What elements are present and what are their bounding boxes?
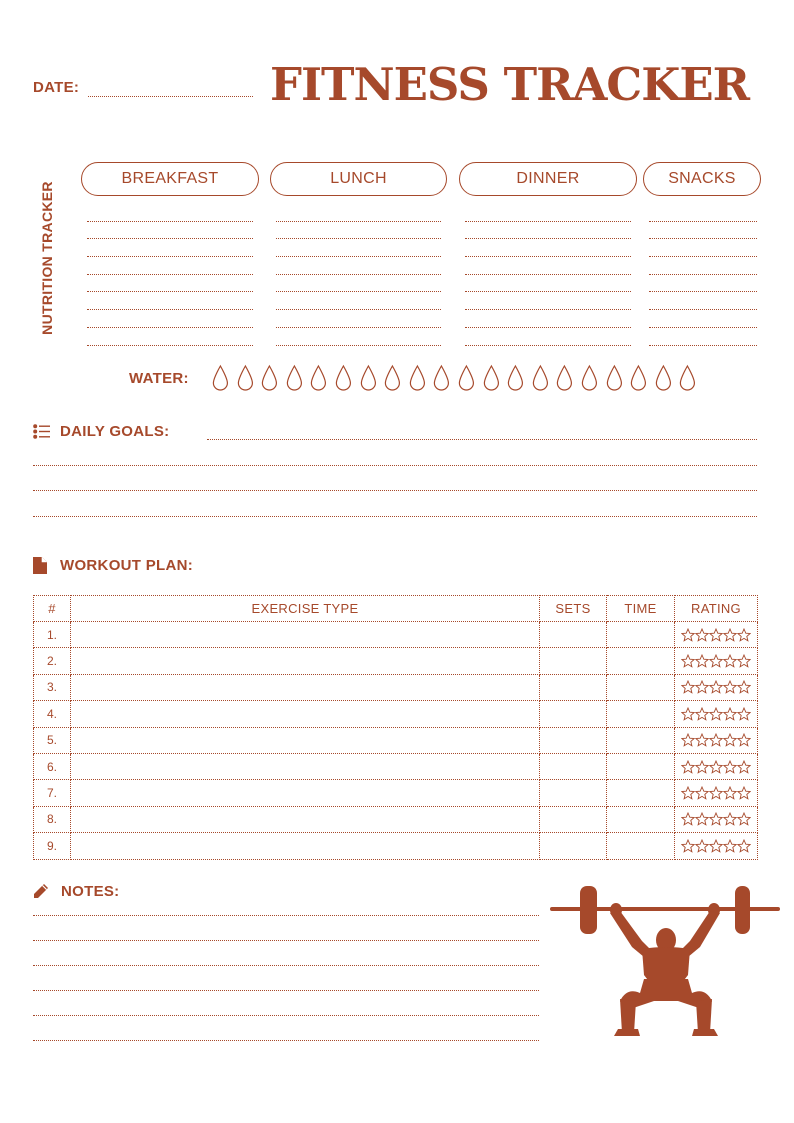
time-cell[interactable] (607, 806, 675, 832)
star-outline-icon[interactable] (723, 812, 737, 826)
exercise-type-cell[interactable] (71, 648, 540, 674)
workout-header-row (34, 596, 758, 622)
star-outline-icon[interactable] (723, 733, 737, 747)
meal-entry-line[interactable] (276, 257, 441, 275)
workout-row (34, 727, 758, 753)
time-cell[interactable] (607, 648, 675, 674)
star-outline-icon[interactable] (737, 733, 751, 747)
time-cell[interactable] (607, 622, 675, 648)
time-cell[interactable] (607, 674, 675, 700)
lunch-lines[interactable] (276, 204, 441, 346)
meal-entry-line[interactable] (465, 292, 631, 310)
star-outline-icon[interactable] (709, 733, 723, 747)
star-outline-icon[interactable] (737, 628, 751, 642)
exercise-type-cell[interactable] (71, 753, 540, 779)
rating-cell (675, 833, 758, 859)
star-outline-icon[interactable] (723, 786, 737, 800)
col-number-header: # (34, 596, 71, 622)
sets-cell[interactable] (540, 806, 607, 832)
row-number: 1. (34, 622, 71, 648)
workout-row (34, 806, 758, 832)
meal-entry-line[interactable] (465, 257, 631, 275)
water-drop-icon[interactable] (628, 364, 649, 392)
notes-line[interactable] (33, 990, 539, 991)
meal-entry-line[interactable] (87, 310, 253, 328)
star-outline-icon[interactable] (709, 786, 723, 800)
meal-entry-line[interactable] (87, 328, 253, 346)
exercise-type-cell[interactable] (71, 674, 540, 700)
star-outline-icon[interactable] (723, 628, 737, 642)
time-cell[interactable] (607, 727, 675, 753)
meal-dinner-header: DINNER (459, 162, 637, 196)
star-outline-icon[interactable] (709, 628, 723, 642)
star-outline-icon[interactable] (681, 760, 695, 774)
meal-entry-line[interactable] (649, 328, 757, 346)
star-outline-icon[interactable] (695, 733, 709, 747)
meal-snacks-header: SNACKS (643, 162, 761, 196)
meal-entry-line[interactable] (649, 257, 757, 275)
nutrition-tracker-label: NUTRITION TRACKER (39, 181, 55, 335)
star-outline-icon[interactable] (723, 680, 737, 694)
star-outline-icon[interactable] (709, 760, 723, 774)
meal-entry-line[interactable] (87, 239, 253, 257)
workout-row (34, 648, 758, 674)
rating-cell (675, 780, 758, 806)
daily-goals-line[interactable] (33, 465, 757, 466)
star-outline-icon[interactable] (695, 839, 709, 853)
water-drop-icon[interactable] (554, 364, 575, 392)
meal-entry-line[interactable] (649, 292, 757, 310)
water-drop-icon[interactable] (333, 364, 354, 392)
notes-label: NOTES: (61, 883, 120, 900)
rating-cell (675, 701, 758, 727)
meal-entry-line[interactable] (276, 204, 441, 222)
star-outline-icon[interactable] (737, 786, 751, 800)
meal-entry-line[interactable] (276, 310, 441, 328)
water-drop-icon[interactable] (481, 364, 502, 392)
sets-cell[interactable] (540, 780, 607, 806)
rating-cell (675, 806, 758, 832)
sets-cell[interactable] (540, 648, 607, 674)
star-outline-icon[interactable] (737, 760, 751, 774)
water-drop-icon[interactable] (382, 364, 403, 392)
meal-entry-line[interactable] (465, 204, 631, 222)
notes-line[interactable] (33, 965, 539, 966)
meal-entry-line[interactable] (87, 275, 253, 293)
star-outline-icon[interactable] (709, 654, 723, 668)
water-drop-icon[interactable] (604, 364, 625, 392)
water-drop-icon[interactable] (308, 364, 329, 392)
water-drop-icon[interactable] (579, 364, 600, 392)
document-icon (33, 557, 47, 579)
exercise-type-cell[interactable] (71, 622, 540, 648)
sets-cell[interactable] (540, 833, 607, 859)
row-number: 6. (34, 753, 71, 779)
star-outline-icon[interactable] (681, 680, 695, 694)
row-number: 3. (34, 674, 71, 700)
rating-cell (675, 753, 758, 779)
meal-entry-line[interactable] (649, 310, 757, 328)
rating-cell (675, 622, 758, 648)
meal-entry-line[interactable] (87, 292, 253, 310)
time-cell[interactable] (607, 701, 675, 727)
meal-entry-line[interactable] (465, 239, 631, 257)
exercise-type-cell[interactable] (71, 780, 540, 806)
col-sets-header: SETS (540, 596, 607, 622)
daily-goals-line[interactable] (33, 516, 757, 517)
star-outline-icon[interactable] (681, 733, 695, 747)
star-outline-icon[interactable] (737, 839, 751, 853)
star-outline-icon[interactable] (709, 812, 723, 826)
meal-entry-line[interactable] (87, 222, 253, 240)
water-drop-icon[interactable] (210, 364, 231, 392)
star-outline-icon[interactable] (723, 654, 737, 668)
meal-entry-line[interactable] (465, 222, 631, 240)
meal-entry-line[interactable] (649, 222, 757, 240)
meal-entry-line[interactable] (276, 275, 441, 293)
workout-row (34, 780, 758, 806)
star-outline-icon[interactable] (695, 760, 709, 774)
exercise-type-cell[interactable] (71, 833, 540, 859)
sets-cell[interactable] (540, 727, 607, 753)
star-outline-icon[interactable] (723, 760, 737, 774)
star-outline-icon[interactable] (709, 839, 723, 853)
star-outline-icon[interactable] (695, 812, 709, 826)
workout-row (34, 753, 758, 779)
star-outline-icon[interactable] (695, 707, 709, 721)
meal-entry-line[interactable] (87, 204, 253, 222)
notes-line[interactable] (33, 1040, 539, 1041)
water-drop-icon[interactable] (235, 364, 256, 392)
breakfast-lines[interactable] (87, 204, 253, 346)
water-drop-icon[interactable] (677, 364, 698, 392)
star-outline-icon[interactable] (681, 786, 695, 800)
star-outline-icon[interactable] (681, 812, 695, 826)
star-outline-icon[interactable] (681, 707, 695, 721)
meal-lunch-header: LUNCH (270, 162, 447, 196)
star-outline-icon[interactable] (695, 628, 709, 642)
star-outline-icon[interactable] (737, 680, 751, 694)
workout-plan-label: WORKOUT PLAN: (60, 557, 194, 574)
notes-line[interactable] (33, 940, 539, 941)
sets-cell[interactable] (540, 701, 607, 727)
col-time-header: TIME (607, 596, 675, 622)
meal-entry-line[interactable] (276, 222, 441, 240)
exercise-type-cell[interactable] (71, 806, 540, 832)
time-cell[interactable] (607, 753, 675, 779)
water-label: WATER: (129, 370, 189, 387)
rating-cell (675, 727, 758, 753)
water-drop-icon[interactable] (358, 364, 379, 392)
list-icon (33, 424, 51, 444)
star-outline-icon[interactable] (737, 707, 751, 721)
daily-goals-label: DAILY GOALS: (60, 423, 170, 440)
time-cell[interactable] (607, 780, 675, 806)
star-outline-icon[interactable] (681, 628, 695, 642)
meal-entry-line[interactable] (649, 204, 757, 222)
col-rating-header: RATING (675, 596, 758, 622)
pencil-icon (33, 883, 49, 904)
date-label: DATE: (33, 79, 80, 96)
water-drop-icon[interactable] (456, 364, 477, 392)
star-outline-icon[interactable] (723, 707, 737, 721)
meal-breakfast-header: BREAKFAST (81, 162, 259, 196)
row-number: 5. (34, 727, 71, 753)
star-outline-icon[interactable] (695, 680, 709, 694)
row-number: 2. (34, 648, 71, 674)
workout-table (33, 595, 758, 860)
sets-cell[interactable] (540, 753, 607, 779)
row-number: 8. (34, 806, 71, 832)
star-outline-icon[interactable] (709, 680, 723, 694)
star-outline-icon[interactable] (723, 839, 737, 853)
sets-cell[interactable] (540, 622, 607, 648)
meal-entry-line[interactable] (276, 239, 441, 257)
water-drop-icon[interactable] (431, 364, 452, 392)
notes-line[interactable] (33, 915, 539, 916)
star-outline-icon[interactable] (737, 654, 751, 668)
page-title: FITNESS TRACKER (270, 58, 750, 111)
workout-row (34, 622, 758, 648)
water-drop-icon[interactable] (259, 364, 280, 392)
time-cell[interactable] (607, 833, 675, 859)
water-drop-icon[interactable] (284, 364, 305, 392)
meal-entry-line[interactable] (649, 275, 757, 293)
meal-entry-line[interactable] (465, 328, 631, 346)
rating-cell (675, 648, 758, 674)
workout-row (34, 833, 758, 859)
snacks-lines[interactable] (649, 204, 757, 346)
dinner-lines[interactable] (465, 204, 631, 346)
col-exercise-header: EXERCISE TYPE (71, 596, 540, 622)
row-number: 7. (34, 780, 71, 806)
daily-goals-line[interactable] (207, 439, 757, 440)
water-drop-icon[interactable] (653, 364, 674, 392)
water-drop-icon[interactable] (505, 364, 526, 392)
meal-entry-line[interactable] (465, 310, 631, 328)
exercise-type-cell[interactable] (71, 727, 540, 753)
workout-row (34, 674, 758, 700)
water-tracker (210, 364, 698, 392)
weightlifter-illustration (550, 883, 782, 1043)
star-outline-icon[interactable] (681, 839, 695, 853)
row-number: 9. (34, 833, 71, 859)
star-outline-icon[interactable] (709, 707, 723, 721)
star-outline-icon[interactable] (681, 654, 695, 668)
star-outline-icon[interactable] (737, 812, 751, 826)
star-outline-icon[interactable] (695, 654, 709, 668)
meal-entry-line[interactable] (649, 239, 757, 257)
notes-line[interactable] (33, 1015, 539, 1016)
star-outline-icon[interactable] (695, 786, 709, 800)
sets-cell[interactable] (540, 674, 607, 700)
row-number: 4. (34, 701, 71, 727)
meal-entry-line[interactable] (465, 275, 631, 293)
exercise-type-cell[interactable] (71, 701, 540, 727)
meal-entry-line[interactable] (276, 292, 441, 310)
rating-cell (675, 674, 758, 700)
workout-row (34, 701, 758, 727)
daily-goals-line[interactable] (33, 490, 757, 491)
date-field-line[interactable] (88, 96, 253, 97)
meal-entry-line[interactable] (276, 328, 441, 346)
meal-entry-line[interactable] (87, 257, 253, 275)
water-drop-icon[interactable] (407, 364, 428, 392)
water-drop-icon[interactable] (530, 364, 551, 392)
